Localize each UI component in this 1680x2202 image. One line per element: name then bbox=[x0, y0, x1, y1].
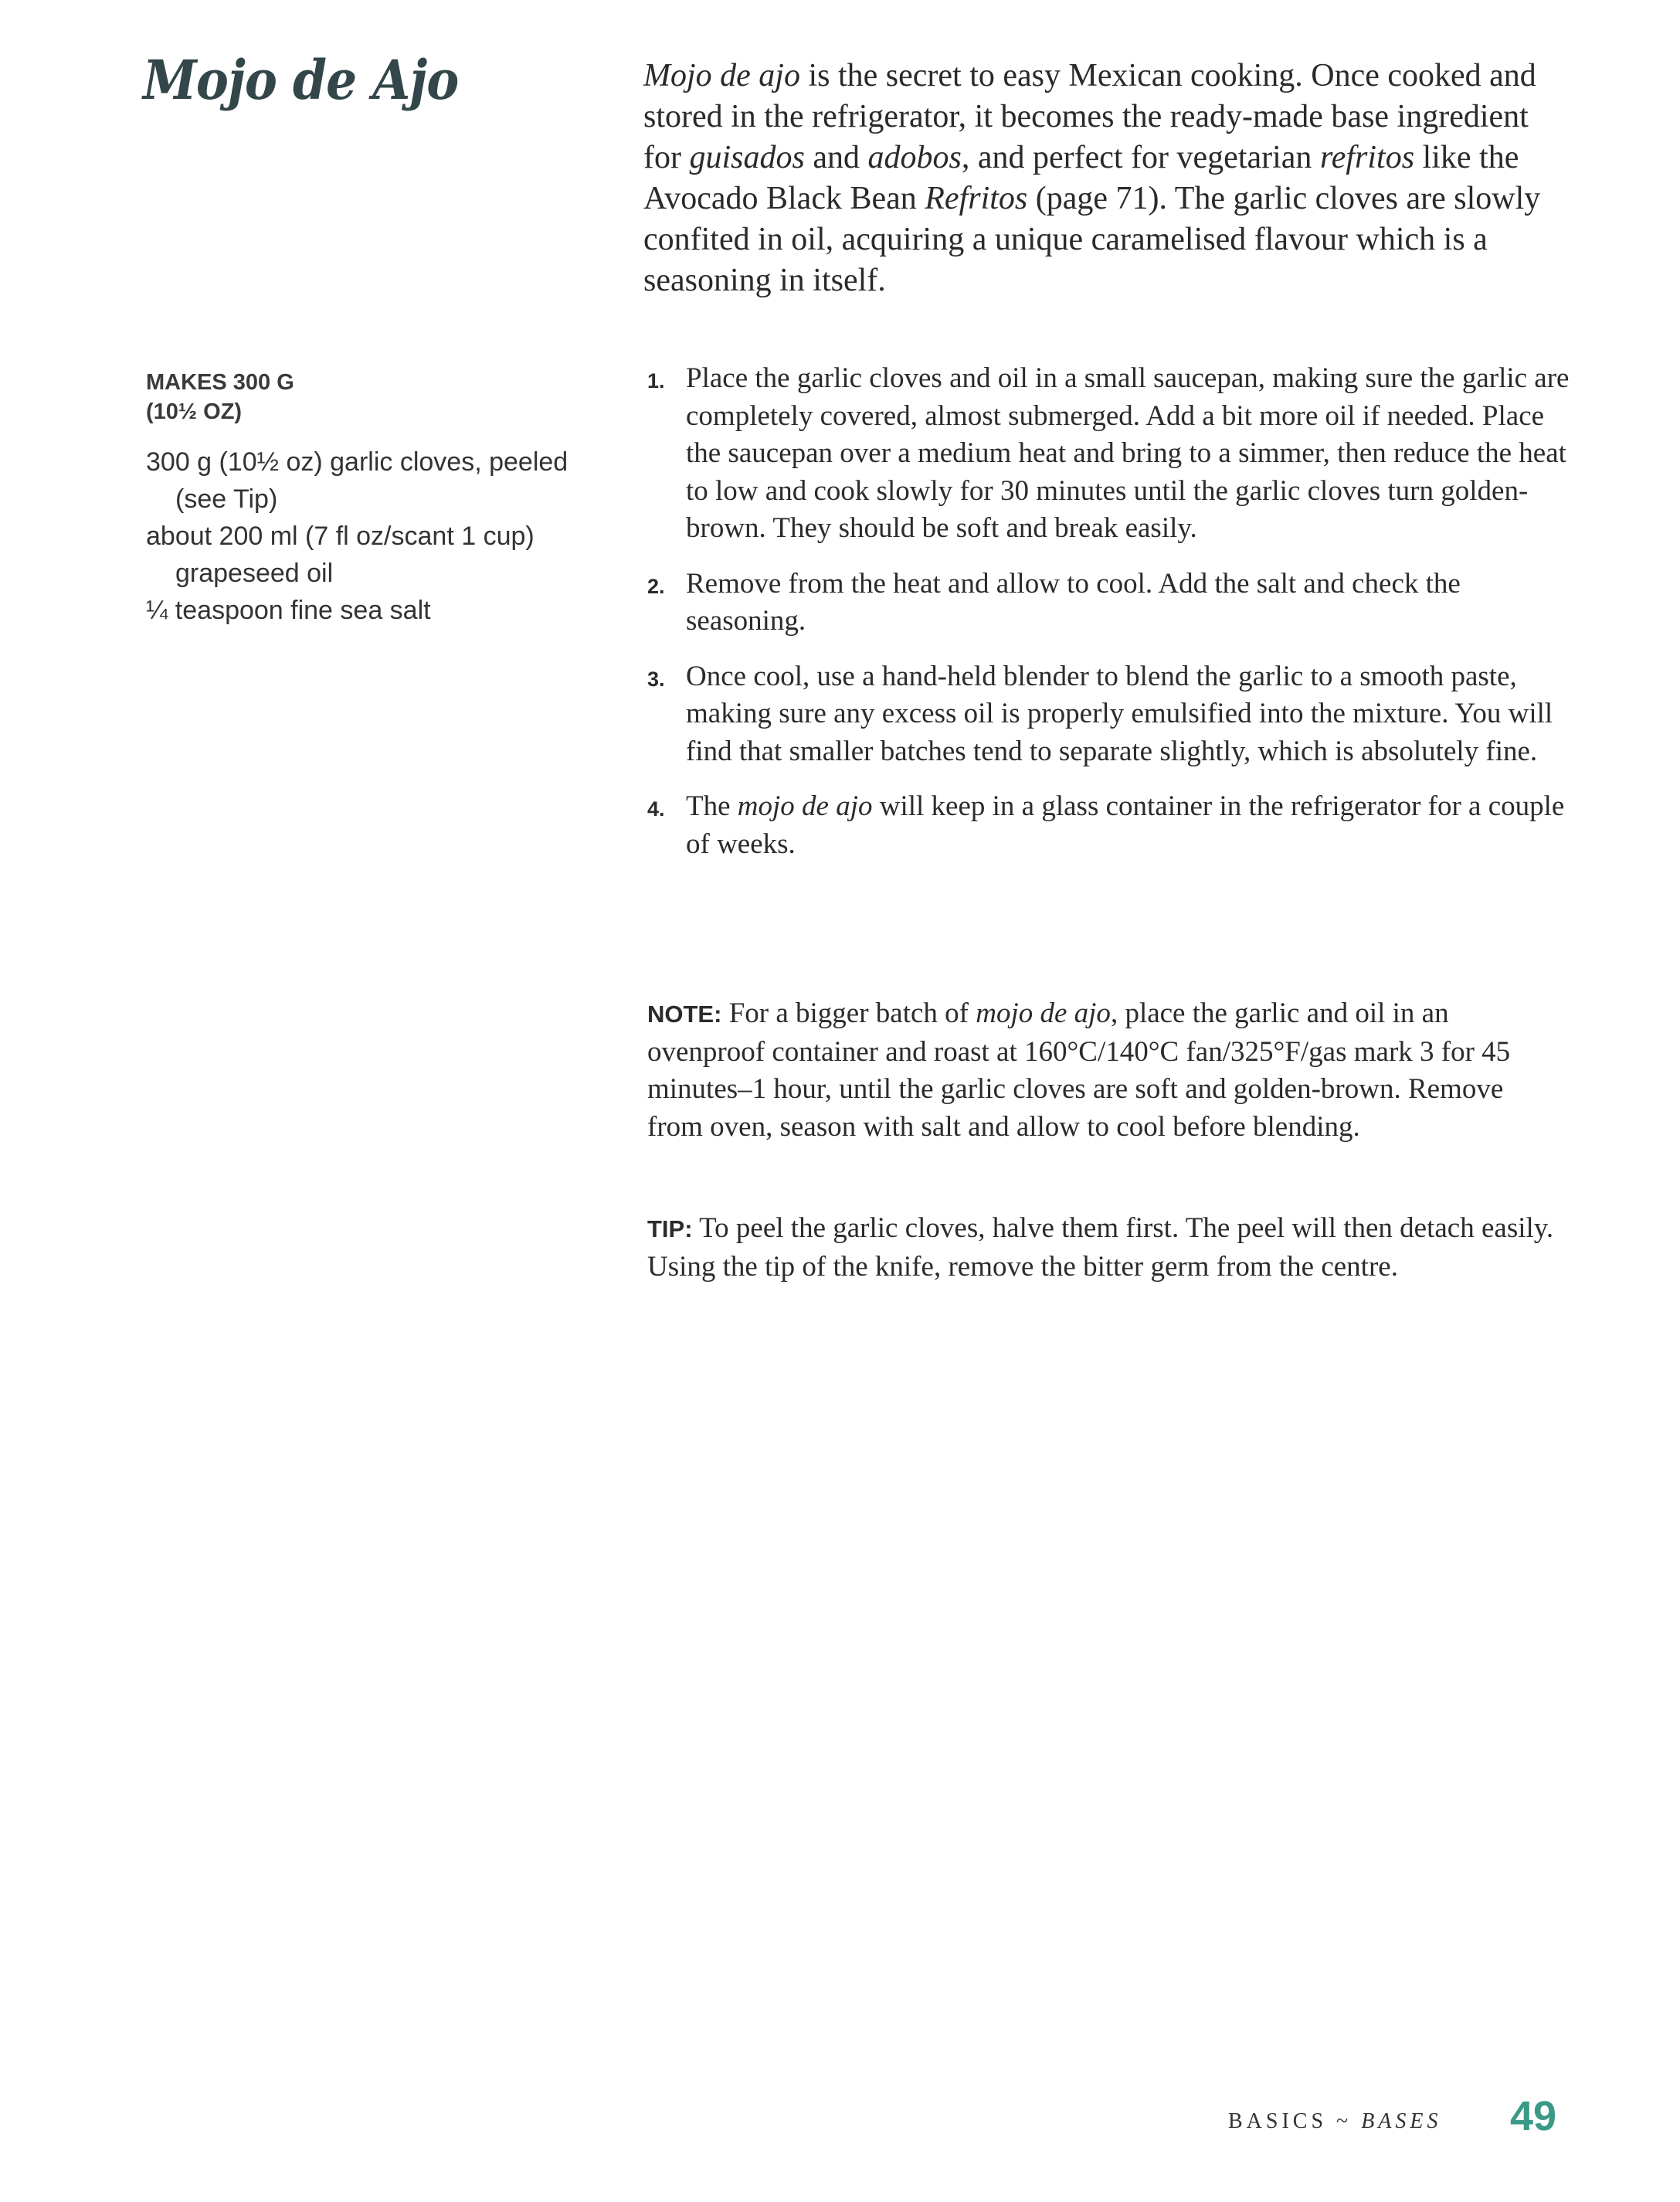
tip-box bbox=[647, 1210, 1559, 1286]
method-step bbox=[647, 658, 1574, 771]
text-run: , place the garlic and oil in an ovenproof container and roast at 160°C/140°C fan/325°F/gas mark 3 for 45 minutes–1 hour, until the garlic cloves are soft and golden-brown. Remove from oven, season with salt and allow to cool before blending. bbox=[647, 997, 1511, 1143]
note-text bbox=[647, 997, 1510, 1143]
note-box bbox=[647, 995, 1559, 1146]
italic-text: adobos bbox=[867, 140, 962, 175]
page-number: 49 bbox=[1510, 2093, 1557, 2139]
running-footer bbox=[1228, 2109, 1442, 2134]
text-run: , and perfect for vegetarian bbox=[961, 140, 1320, 175]
step-text bbox=[686, 658, 1574, 771]
text-run: Place the garlic cloves and oil in a small saucepan, making sure the garlic are completely covered, almost submerged. Add a bit more oil if needed. Place the saucepan over a medium heat and bring to a simmer, then reduce the heat to low and cook slowly for 30 minutes until the garlic cloves turn golden-brown. They should be soft and break easily. bbox=[686, 362, 1570, 544]
step-number: 1. bbox=[647, 369, 665, 392]
section-name-spanish: BASES bbox=[1361, 2109, 1442, 2133]
recipe-yield bbox=[146, 368, 294, 426]
text-run: (page 71). The garlic cloves are slowly confited in oil, acquiring a unique caramelised flavour which is a seasoning in itself. bbox=[643, 181, 1541, 298]
text-run: like the Avocado Black Bean bbox=[643, 140, 1519, 216]
section-name: BASICS ~ bbox=[1228, 2109, 1362, 2133]
yield-amount-imperial: (10½ OZ) bbox=[146, 399, 243, 424]
method-step bbox=[647, 566, 1574, 641]
text-run: is the secret to easy Mexican cooking. Once cooked and stored in the refrigerator, it becomes the ready-made base ingredient for bbox=[643, 58, 1536, 175]
step-number: 2. bbox=[647, 574, 665, 598]
tip-text bbox=[647, 1212, 1553, 1283]
ingredient-item: ¼ teaspoon fine sea salt bbox=[146, 596, 431, 625]
text-run: The bbox=[686, 790, 738, 822]
tip-label: TIP: bbox=[647, 1215, 693, 1242]
method-step bbox=[647, 360, 1574, 548]
ingredient-item: about 200 ml (7 fl oz/scant 1 cup) grapeseed oil bbox=[146, 522, 535, 588]
note-label: NOTE: bbox=[647, 1001, 722, 1028]
intro-paragraph bbox=[643, 56, 1570, 301]
italic-text: guisados bbox=[689, 140, 805, 175]
ingredient-item: 300 g (10½ oz) garlic cloves, peeled (see Tip) bbox=[146, 447, 568, 514]
text-run: will keep in a glass container in the refrigerator for a couple of weeks. bbox=[686, 790, 1565, 860]
yield-amount: MAKES 300 G bbox=[146, 370, 294, 395]
italic-text: mojo de ajo bbox=[976, 997, 1111, 1029]
italic-text: mojo de ajo bbox=[737, 790, 873, 822]
method-step bbox=[647, 788, 1574, 863]
italic-text: refritos bbox=[1319, 140, 1415, 175]
step-number: 4. bbox=[647, 797, 665, 821]
method-steps bbox=[647, 360, 1574, 881]
step-text bbox=[686, 566, 1574, 641]
recipe-title: Mojo de Ajo bbox=[143, 48, 459, 112]
text-run: To peel the garlic cloves, halve them first. The peel will then detach easily. Using the tip of the knife, remove the bitter germ from the centre. bbox=[647, 1212, 1554, 1283]
text-run: Remove from the heat and allow to cool. Add the salt and check the seasoning. bbox=[686, 567, 1461, 637]
text-run: Once cool, use a hand-held blender to blend the garlic to a smooth paste, making sure any excess oil is properly emulsified into the mixture. You will find that smaller batches tend to separate slightly, which is absolutely fine. bbox=[686, 660, 1553, 767]
step-text bbox=[686, 360, 1574, 548]
ingredient-list bbox=[146, 443, 609, 629]
step-text bbox=[686, 788, 1574, 863]
text-run: and bbox=[804, 140, 868, 175]
italic-text: Mojo de ajo bbox=[643, 58, 800, 93]
italic-text: Refritos bbox=[925, 181, 1028, 216]
step-number: 3. bbox=[647, 667, 665, 691]
text-run: For a bigger batch of bbox=[721, 997, 976, 1029]
